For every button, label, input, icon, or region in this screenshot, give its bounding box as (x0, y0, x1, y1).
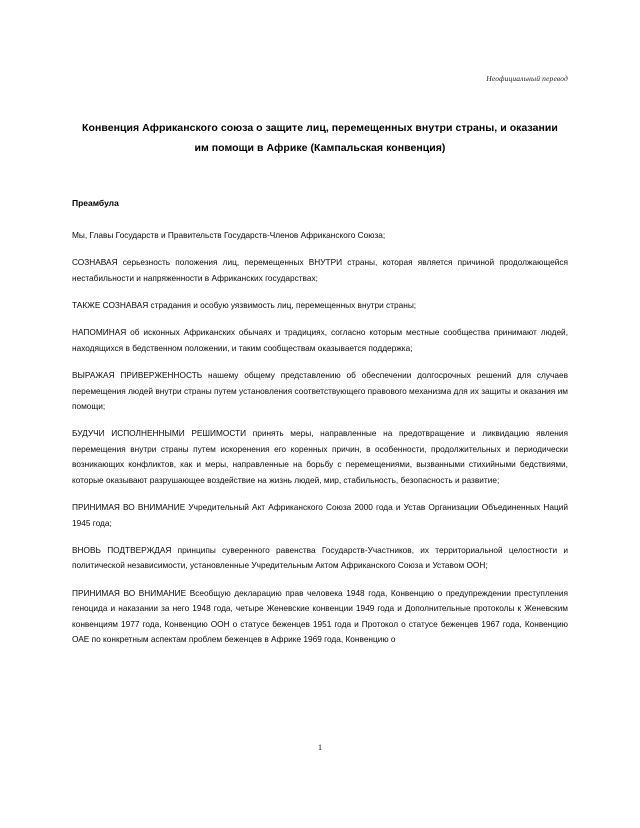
paragraph-gap (72, 531, 568, 543)
heading-gap (72, 210, 568, 228)
paragraph-gap (72, 313, 568, 325)
section-heading-preamble: Преамбула (72, 197, 119, 208)
page-number: 1 (317, 742, 323, 752)
page-title: Конвенция Африканского союза о защите лиц, перемещенных внутри страны, и оказании им помощи в Африке (Кампальская конвенция) (82, 122, 558, 155)
page-content (72, 118, 568, 648)
preamble-paragraph: ВНОВЬ ПОДТВЕРЖДАЯ принципы суверенного равенства Государств-Участников, их территориальной целостности и политической независимости, установленные Учредительным Актом Африканского Союза и Уставом ООН; (72, 545, 568, 571)
preamble-paragraph: ПРИНИМАЯ ВО ВНИМАНИЕ Всеобщую декларацию прав человека 1948 года, Конвенцию о предупреждении преступления геноцида и наказании за него 1948 года, четыре Женевские конвенции 1949 года и Дополнительные протоколы к Женевским конвенциям 1977 года, Конвенцию ООН о статусе беженцев 1951 года и Протокол о статусе беженцев 1967 года, Конвенцию ОАЕ по конкретным аспектам проблем беженцев в Африке 1969 года, Конвенцию о (72, 587, 568, 645)
paragraph-gap (72, 243, 568, 255)
preamble-paragraph: ВЫРАЖАЯ ПРИВЕРЖЕННОСТЬ нашему общему представлению об обеспечении долгосрочных решений для случаев перемещения людей внутри страны путем установления соответствующего правового механизма для их защиты и оказания им помощи; (72, 370, 568, 412)
paragraph-gap (72, 414, 568, 426)
preamble-paragraph: БУДУЧИ ИСПОЛНЕННЫМИ РЕШИМОСТИ принять меры, направленные на предотвращение и ликвидацию явления перемещения внутри страны путем искоренения его коренных причин, в особенности, продолжительных и периодически возникающих конфликтов, как и меры, направленные на борьбу с перемещениями, вызванными стихийными бедствиями, которые оказывают разрушающее воздействие на жизнь людей, мир, стабильность, безопасность и развитие; (72, 428, 568, 485)
preamble-paragraph: НАПОМИНАЯ об исконных Африканских обычаях и традициях, согласно которым местные сообщества принимают людей, находящихся в бедственном положении, и таким сообществам оказывается поддержка; (72, 327, 568, 353)
preamble-paragraph: Мы, Главы Государств и Правительств Государств-Членов Африканского Союза; (72, 229, 386, 240)
preamble-paragraph: ПРИНИМАЯ ВО ВНИМАНИЕ Учредительный Акт Африканского Союза 2000 года и Устав Организации Объединенных Наций 1945 года; (72, 502, 568, 528)
title-spacer (72, 159, 568, 197)
preamble-paragraph: ТАКЖЕ СОЗНАВАЯ страдания и особую уязвимость лиц, перемещенных внутри страны; (72, 299, 417, 310)
paragraph-gap (72, 286, 568, 298)
paragraph-gap (72, 488, 568, 500)
running-head-note: Неофициальный перевод (486, 74, 568, 83)
preamble-paragraph: СОЗНАВАЯ серьезность положения лиц, перемещенных ВНУТРИ страны, которая является причиной продолжающейся нестабильности и напряженности в Африканских государствах; (72, 257, 568, 283)
paragraph-gap (72, 356, 568, 368)
paragraph-gap (72, 574, 568, 586)
